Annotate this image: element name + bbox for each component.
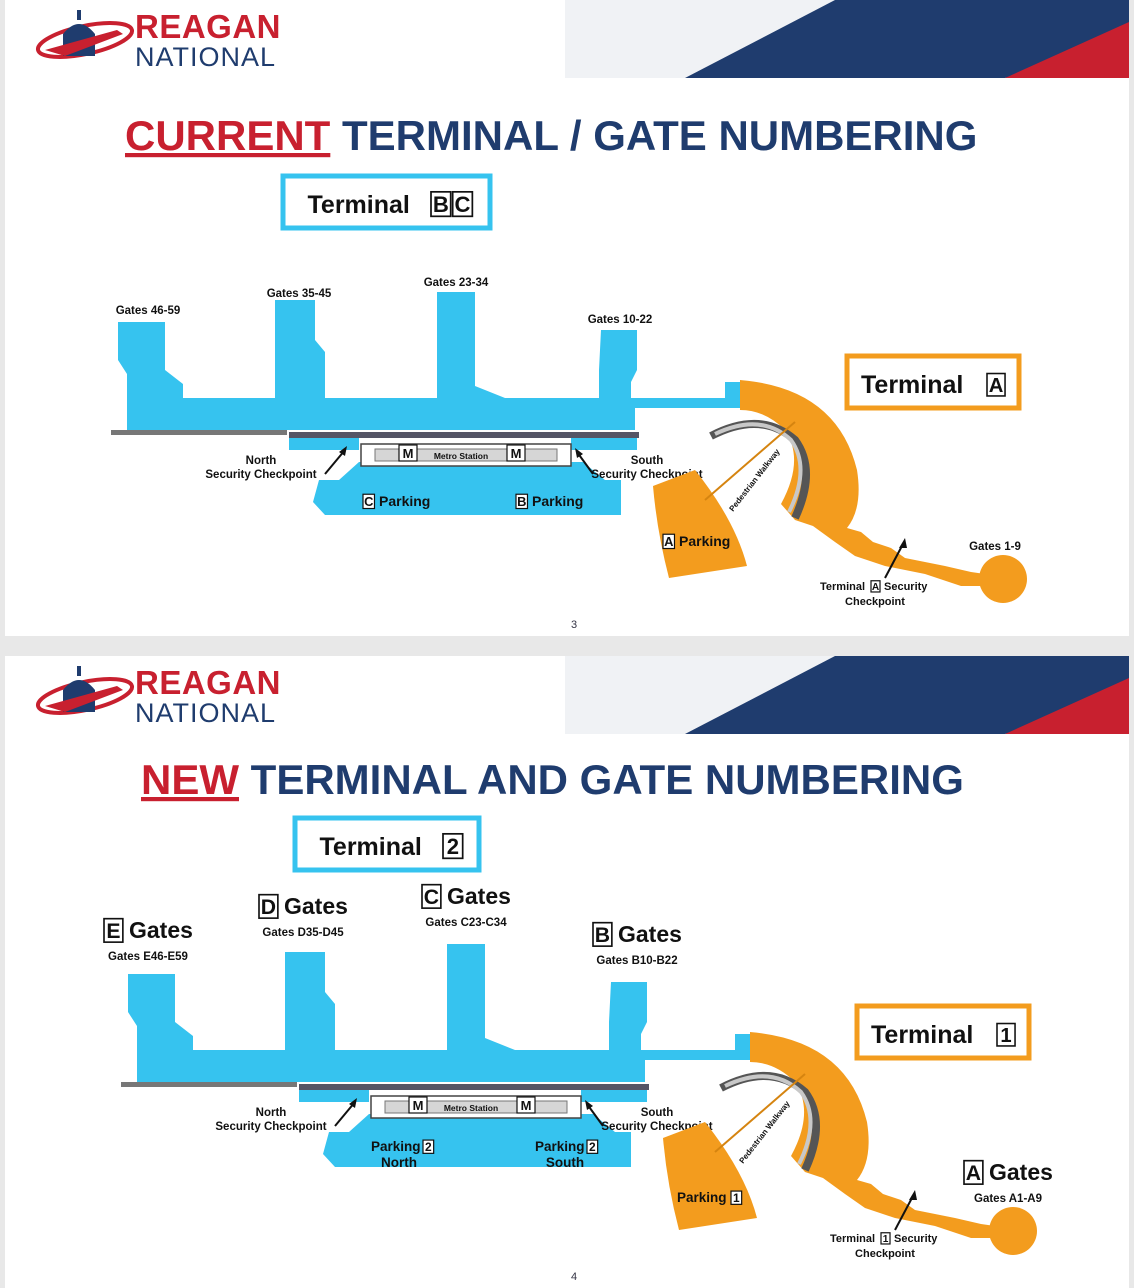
north-checkpoint-block — [289, 438, 359, 450]
logo — [35, 8, 281, 72]
slide-new-graphic — [5, 656, 1129, 1288]
terminal-side-shape — [750, 1032, 995, 1238]
logo — [35, 664, 281, 728]
slide-title — [125, 112, 977, 159]
parking-right-line1: Parking — [535, 1139, 585, 1154]
capitol-spire-icon — [77, 10, 81, 20]
south-checkpoint-line1: South — [640, 1107, 674, 1119]
metro-icon-right: M — [520, 1098, 532, 1113]
gate-range-g3: Gates 23-34 — [423, 277, 489, 289]
terminal-main-number-box-letter: 2 — [446, 834, 459, 859]
terminal-side-building — [653, 380, 1027, 608]
terminal-main-building — [121, 944, 750, 1170]
south-checkpoint-line2: Security Checkpoint — [601, 1121, 713, 1133]
gate-range-g1: Gates E46-E59 — [108, 951, 188, 963]
terminal-checkpoint-number-box-letter: A — [871, 582, 880, 593]
terminal-map — [111, 176, 1027, 608]
gate-group-g1-box-letter: E — [106, 920, 121, 943]
terminal-checkpoint-pre: Terminal — [830, 1233, 876, 1245]
title-rest: TERMINAL AND GATE NUMBERING — [239, 756, 964, 803]
parking-right-line2: South — [545, 1155, 585, 1170]
gate-group-g5-text: Gates — [989, 1159, 1053, 1185]
gate-group-g2-box-letter: D — [260, 896, 277, 919]
north-checkpoint-block — [299, 1090, 369, 1102]
slide-current-graphic — [5, 0, 1129, 636]
parking-side-shape — [663, 1122, 757, 1230]
terminal-main-number-box-letter: C — [454, 192, 471, 217]
terminal-side-building — [663, 1032, 1037, 1260]
terminal-main-word-text: Terminal — [319, 833, 422, 861]
parking-right-text: Parking — [532, 493, 584, 509]
gate-group-g1-text: Gates — [129, 917, 193, 943]
parking-left-line1: Parking — [371, 1139, 421, 1154]
gate-range-g5: Gates 1-9 — [969, 541, 1021, 553]
parking-left-box-letter: C — [364, 494, 374, 509]
gate-group-g5-box-letter: A — [965, 1162, 982, 1185]
parking-side-shape — [653, 470, 747, 578]
gate-rotunda — [979, 555, 1027, 603]
terminal-checkpoint-line2: Checkpoint — [855, 1248, 915, 1260]
south-checkpoint-line1: South — [630, 455, 664, 467]
terminal-checkpoint-number-text: Security — [884, 581, 928, 593]
north-connector-line — [111, 430, 287, 435]
header-banner — [565, 0, 1129, 78]
gate-rotunda — [989, 1207, 1037, 1255]
terminal-checkpoint-arrowhead-icon — [899, 538, 907, 548]
north-checkpoint-line2: Security Checkpoint — [215, 1121, 327, 1133]
parking-garage-shape — [323, 1114, 631, 1167]
south-checkpoint-line2: Security Checkpoint — [591, 469, 703, 481]
metro-icon-left: M — [412, 1098, 424, 1113]
walkway-label: Pedestrian Walkway — [727, 447, 782, 514]
gate-range-g2: Gates D35-D45 — [262, 927, 344, 939]
gate-group-g4-box-letter: B — [594, 924, 611, 947]
terminal-checkpoint-arrowhead-icon — [909, 1190, 917, 1200]
title-highlight: CURRENT — [125, 112, 331, 159]
logo-line2: NATIONAL — [135, 698, 277, 728]
parking-side-text: Parking — [679, 533, 731, 549]
terminal-checkpoint-number-text: Security — [894, 1233, 938, 1245]
checkpoint-band — [289, 432, 639, 438]
north-checkpoint-line1: North — [255, 1107, 287, 1119]
parking-right-box-letter: B — [517, 494, 527, 509]
logo-line1: REAGAN — [135, 664, 282, 701]
gate-range-g4: Gates B10-B22 — [596, 955, 678, 967]
gate-range-g3: Gates C23-C34 — [425, 917, 507, 929]
south-checkpoint-block — [581, 1090, 647, 1102]
gate-range-g5: Gates A1-A9 — [974, 1193, 1042, 1205]
parking-left-text: Parking — [379, 493, 431, 509]
terminal-side-word: Terminal — [861, 371, 964, 399]
slide-new — [5, 656, 1129, 1288]
parking-right-number-box-letter: 2 — [589, 1140, 596, 1154]
north-connector-line — [121, 1082, 297, 1087]
terminal-side-shape — [740, 380, 985, 586]
title-rest: TERMINAL / GATE NUMBERING — [330, 112, 978, 159]
header-banner — [565, 656, 1129, 734]
page-number: 4 — [570, 1271, 578, 1283]
parking-side-box-letter: A — [664, 534, 674, 549]
metro-icon-right: M — [510, 446, 522, 461]
slide-current — [5, 0, 1129, 636]
logo-line1: REAGAN — [135, 8, 282, 45]
gate-group-g3-text: Gates — [447, 883, 511, 909]
terminal-map — [104, 818, 1053, 1260]
capitol-spire-icon — [77, 666, 81, 676]
parking-left-line2: North — [381, 1155, 417, 1170]
gate-range-g2: Gates 35-45 — [266, 288, 332, 300]
terminal-main-number-box-letter: B — [432, 192, 449, 217]
concourse-shape — [115, 292, 740, 430]
parking-side-text: Parking — [677, 1190, 727, 1205]
metro-station-label: Metro Station — [443, 1103, 499, 1113]
title-highlight: NEW — [141, 756, 239, 803]
walkway-label: Pedestrian Walkway — [737, 1099, 792, 1166]
gate-group-g2-text: Gates — [284, 893, 348, 919]
terminal-checkpoint-number-box-letter: 1 — [882, 1234, 889, 1245]
north-checkpoint-line2: Security Checkpoint — [205, 469, 317, 481]
gate-group-g3-box-letter: C — [423, 886, 440, 909]
gate-range-g1: Gates 46-59 — [115, 305, 181, 317]
terminal-checkpoint-pre: Terminal — [820, 581, 866, 593]
north-checkpoint-line1: North — [245, 455, 277, 467]
metro-icon-left: M — [402, 446, 414, 461]
title-text — [141, 756, 964, 803]
logo-line2: NATIONAL — [135, 42, 277, 72]
title-text — [125, 112, 977, 159]
gate-range-g4: Gates 10-22 — [587, 314, 653, 326]
south-checkpoint-block — [571, 438, 637, 450]
metro-station-label: Metro Station — [433, 451, 489, 461]
terminal-side-word: Terminal — [871, 1021, 974, 1049]
parking-left-number-box-letter: 2 — [425, 1140, 432, 1154]
parking-side-number-box-letter: 1 — [733, 1191, 740, 1205]
terminal-checkpoint-line2: Checkpoint — [845, 596, 905, 608]
checkpoint-band — [299, 1084, 649, 1090]
gate-group-g4-text: Gates — [618, 921, 682, 947]
page-number: 3 — [570, 619, 578, 631]
terminal-side-number-box-letter: 1 — [1000, 1025, 1012, 1047]
terminal-main-word-text: Terminal — [307, 191, 410, 219]
slide-title — [141, 756, 964, 803]
terminal-side-number-box-letter: A — [988, 375, 1004, 397]
